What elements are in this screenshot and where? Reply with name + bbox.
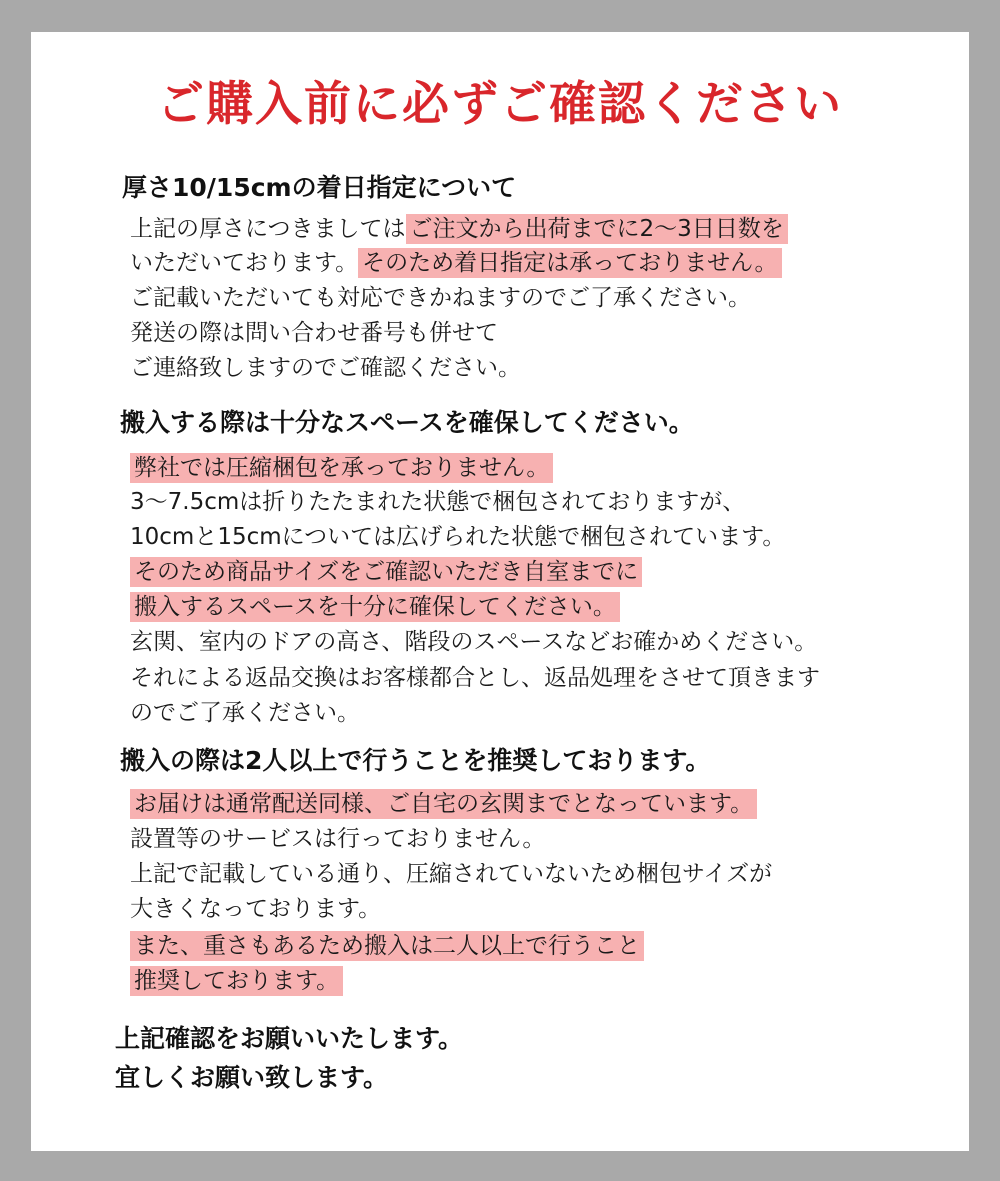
highlight-text: また、重さもあるため搬入は二人以上で行うこと <box>130 931 644 961</box>
highlight-text: 弊社では圧縮梱包を承っておりません。 <box>130 453 553 483</box>
section1-line-4: 発送の際は問い合わせ番号も併せて <box>130 320 498 346</box>
section2-line-5 <box>130 591 620 623</box>
section3-line-6 <box>130 965 343 997</box>
notice-card <box>31 32 969 1151</box>
highlight-text: そのため着日指定は承っておりません。 <box>358 248 781 278</box>
page-title: ご購入前に必ずご確認ください <box>157 77 843 132</box>
text: 上記の厚さにつきましては <box>130 216 406 242</box>
section2-line-1 <box>130 452 553 484</box>
section1-line-3: ご記載いただいても対応できかねますのでご了承ください。 <box>130 285 751 311</box>
section1-line-2 <box>130 247 782 279</box>
section3-line-5 <box>130 930 644 962</box>
section-heading-space: 搬入する際は十分なスペースを確保してください。 <box>120 408 694 437</box>
closing-line-2: 宜しくお願い致します。 <box>115 1063 389 1092</box>
section3-line-2: 設置等のサービスは行っておりません。 <box>130 826 546 852</box>
section2-line-7: それによる返品交換はお客様都合とし、返品処理をさせて頂きます <box>130 665 820 691</box>
section2-line-8: のでご了承ください。 <box>130 700 360 726</box>
section2-line-4 <box>130 556 642 588</box>
section3-line-4: 大きくなっております。 <box>130 896 382 922</box>
highlight-text: 推奨しております。 <box>130 966 343 996</box>
highlight-text: お届けは通常配送同様、ご自宅の玄関までとなっています。 <box>130 789 757 819</box>
highlight-text: そのため商品サイズをご確認いただき自室までに <box>130 557 642 587</box>
section2-line-3: 10cmと15cmについては広げられた状態で梱包されています。 <box>130 524 786 550</box>
section3-line-3: 上記で記載している通り、圧縮されていないため梱包サイズが <box>130 861 773 887</box>
section2-line-2: 3〜7.5cmは折りたたまれた状態で梱包されておりますが、 <box>130 489 746 515</box>
section-heading-delivery-date: 厚さ10/15cmの着日指定について <box>122 173 517 202</box>
section2-line-6: 玄関、室内のドアの高さ、階段のスペースなどお確かめください。 <box>130 629 818 655</box>
section-heading-two-people: 搬入の際は2人以上で行うことを推奨しております。 <box>120 746 711 775</box>
highlight-text: 搬入するスペースを十分に確保してください。 <box>130 592 620 622</box>
closing-line-1: 上記確認をお願いいたします。 <box>115 1024 464 1053</box>
text: いただいております。 <box>130 250 359 276</box>
section1-line-1 <box>130 213 788 245</box>
highlight-text: ご注文から出荷までに2〜3日日数を <box>406 214 788 244</box>
section1-line-5: ご連絡致しますのでご確認ください。 <box>130 355 521 381</box>
section3-line-1 <box>130 788 757 820</box>
